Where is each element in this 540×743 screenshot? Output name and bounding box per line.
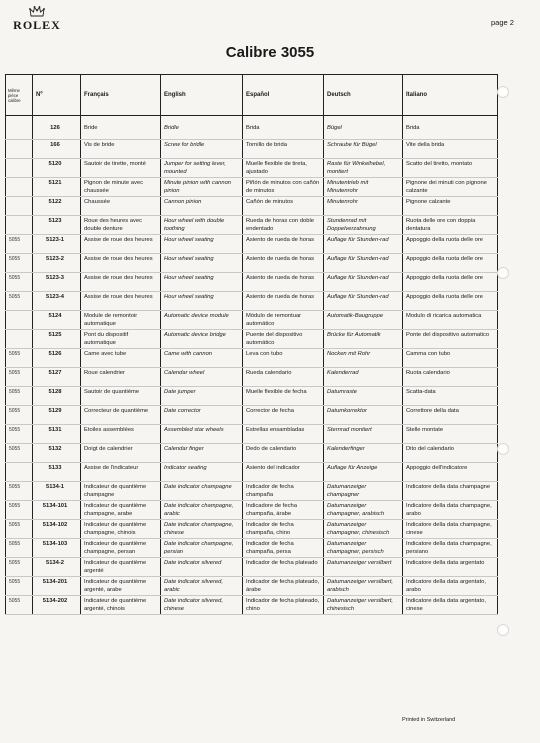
cell-same (6, 140, 33, 159)
cell-same: 5055 (6, 292, 33, 311)
table-row (6, 235, 498, 254)
cell-en: Date indicator silvered, arabic (161, 577, 243, 596)
cell-it: Vite della brida (403, 140, 498, 159)
cell-fr: Roue des heures avec double denture (81, 216, 161, 235)
cell-de: Stundenrad mit Doppelverzahnung (324, 216, 403, 235)
cell-fr: Indicateur de quantième argenté (81, 558, 161, 577)
cell-num: 5132 (33, 444, 81, 463)
cell-it: Indicatore della data argentato (403, 558, 498, 577)
cell-fr: Roue calendrier (81, 368, 161, 387)
cell-de: Datumkorrektor (324, 406, 403, 425)
cell-es: Indicador de fecha plateado, chino (243, 596, 324, 615)
cell-fr: Indicateur de quantième argenté, chinois (81, 596, 161, 615)
footer-note: Printed in Switzerland (402, 717, 456, 723)
cell-same: 5055 (6, 520, 33, 539)
table-row (6, 197, 498, 216)
cell-same (6, 463, 33, 482)
table-row (6, 501, 498, 520)
table-row (6, 482, 498, 501)
brand-name: ROLEX (13, 18, 61, 32)
cell-same (6, 159, 33, 178)
header-number: Nº (33, 75, 81, 116)
cell-en: Cannon pinion (161, 197, 243, 216)
cell-de: Nocken mit Rohr (324, 349, 403, 368)
cell-de: Minutenrohr (324, 197, 403, 216)
cell-es: Corrector de fecha (243, 406, 324, 425)
cell-en: Automatic device bridge (161, 330, 243, 349)
cell-it: Indicatore della data argentato, arabo (403, 577, 498, 596)
table-row (6, 159, 498, 178)
cell-de: Datumanzeiger versilbert, arabisch (324, 577, 403, 596)
cell-fr: Assise de roue des heures (81, 273, 161, 292)
cell-it: Pignone calzante (403, 197, 498, 216)
cell-num: 5124 (33, 311, 81, 330)
cell-es: Asiento de rueda de horas (243, 254, 324, 273)
table-row (6, 273, 498, 292)
cell-it: Scatto del tiretto, montato (403, 159, 498, 178)
cell-it: Appoggio della ruota delle ore (403, 273, 498, 292)
table-row (6, 444, 498, 463)
cell-en: Date indicator champagne, persian (161, 539, 243, 558)
cell-es: Estrellas ensambladas (243, 425, 324, 444)
cell-es: Cañón de minutos (243, 197, 324, 216)
cell-same: 5055 (6, 235, 33, 254)
cell-en: Date indicator silvered, chinese (161, 596, 243, 615)
cell-same: 5055 (6, 501, 33, 520)
cell-de: Auflage für Stunden-rad (324, 273, 403, 292)
cell-en: Hour wheel seating (161, 235, 243, 254)
cell-es: Indicador de fecha champaña, chino (243, 520, 324, 539)
cell-num: 5123-1 (33, 235, 81, 254)
cell-same (6, 311, 33, 330)
cell-en: Hour wheel with double toothing (161, 216, 243, 235)
cell-num: 5134-101 (33, 501, 81, 520)
cell-en: Hour wheel seating (161, 254, 243, 273)
cell-es: Indicador de fecha champaña, persa (243, 539, 324, 558)
crown-icon (29, 6, 45, 17)
cell-num: 5131 (33, 425, 81, 444)
cell-it: Brida (403, 116, 498, 140)
cell-en: Date indicator silvered (161, 558, 243, 577)
cell-fr: Assise de l'indicateur (81, 463, 161, 482)
table-row (6, 311, 498, 330)
cell-fr: Indicateur de quantième champagne, chinois (81, 520, 161, 539)
cell-same (6, 330, 33, 349)
cell-it: Camma con tubo (403, 349, 498, 368)
cell-num: 5128 (33, 387, 81, 406)
cell-num: 5134-102 (33, 520, 81, 539)
cell-it: Appoggio della ruota delle ore (403, 292, 498, 311)
cell-it: Indicatore della data champagne (403, 482, 498, 501)
cell-fr: Sautoir de tirette, monté (81, 159, 161, 178)
cell-num: 5120 (33, 159, 81, 178)
cell-num: 5134-201 (33, 577, 81, 596)
cell-same: 5055 (6, 558, 33, 577)
cell-de: Schraube für Bügel (324, 140, 403, 159)
cell-de: Datumanzeiger champagner (324, 482, 403, 501)
cell-en: Calendar wheel (161, 368, 243, 387)
cell-es: Muelle flexible de tireta, ajustado (243, 159, 324, 178)
cell-en: Bridle (161, 116, 243, 140)
cell-de: Brücke für Automatik (324, 330, 403, 349)
parts-table (5, 74, 498, 615)
header-french: Français (81, 75, 161, 116)
cell-es: Indicador de fecha plateado (243, 558, 324, 577)
cell-de: Datumanzeiger versilbert (324, 558, 403, 577)
cell-es: Piñón de minutos con cañón de minutos (243, 178, 324, 197)
cell-it: Ruota calendario (403, 368, 498, 387)
header-same-part: Même pièce calibre (6, 75, 33, 116)
cell-same: 5055 (6, 368, 33, 387)
cell-en: Hour wheel seating (161, 273, 243, 292)
page-title: Calibre 3055 (225, 44, 315, 61)
table-row (6, 140, 498, 159)
cell-same (6, 178, 33, 197)
cell-en: Assembled star wheels (161, 425, 243, 444)
cell-fr: Correcteur de quantième (81, 406, 161, 425)
cell-es: Asiento de rueda de horas (243, 273, 324, 292)
table-row (6, 577, 498, 596)
cell-en: Automatic device module (161, 311, 243, 330)
cell-num: 166 (33, 140, 81, 159)
header-german: Deutsch (324, 75, 403, 116)
cell-same: 5055 (6, 444, 33, 463)
cell-fr: Module de remontoir automatique (81, 311, 161, 330)
cell-fr: Pignon de minute avec chaussée (81, 178, 161, 197)
table-row (6, 387, 498, 406)
cell-de: Datumanzeiger champagner, persisch (324, 539, 403, 558)
cell-it: Appoggio della ruota delle ore (403, 254, 498, 273)
cell-de: Datumraste (324, 387, 403, 406)
table-row (6, 330, 498, 349)
cell-en: Date corrector (161, 406, 243, 425)
cell-de: Auflage für Stunden-rad (324, 292, 403, 311)
cell-es: Módulo de remontuar automático (243, 311, 324, 330)
cell-es: Asiento del indicador (243, 463, 324, 482)
cell-it: Pignone dei minuti con pignone calzante (403, 178, 498, 197)
cell-de: Auflage für Stunden-rad (324, 254, 403, 273)
cell-fr: Indicateur de quantième argenté, arabe (81, 577, 161, 596)
table-row (6, 116, 498, 140)
cell-en: Date indicator champagne (161, 482, 243, 501)
cell-de: Raste für Winkelhebel, montiert (324, 159, 403, 178)
table-row (6, 178, 498, 197)
header-english: English (161, 75, 243, 116)
table-row (6, 368, 498, 387)
cell-same: 5055 (6, 387, 33, 406)
cell-fr: Doigt de calendrier (81, 444, 161, 463)
cell-fr: Assise de roue des heures (81, 292, 161, 311)
cell-es: Indicadore de fecha champaña, árabe (243, 501, 324, 520)
cell-num: 5134-202 (33, 596, 81, 615)
cell-same (6, 216, 33, 235)
cell-en: Hour wheel seating (161, 292, 243, 311)
cell-fr: Indicateur de quantième champagne, arabe (81, 501, 161, 520)
table-row (6, 254, 498, 273)
table-row (6, 349, 498, 368)
cell-de: Datumanzeiger champagner, chinesisch (324, 520, 403, 539)
table-row (6, 463, 498, 482)
cell-en: Date indicator champagne, chinese (161, 520, 243, 539)
cell-es: Leva con tubo (243, 349, 324, 368)
cell-es: Brida (243, 116, 324, 140)
cell-num: 5123-4 (33, 292, 81, 311)
header-spanish: Español (243, 75, 324, 116)
cell-fr: Assise de roue des heures (81, 254, 161, 273)
cell-de: Sternrad montiert (324, 425, 403, 444)
cell-de: Kalenderrad (324, 368, 403, 387)
cell-num: 5134-1 (33, 482, 81, 501)
cell-num: 5125 (33, 330, 81, 349)
cell-same: 5055 (6, 577, 33, 596)
header-italian: Italiano (403, 75, 498, 116)
cell-same (6, 197, 33, 216)
cell-en: Calendar finger (161, 444, 243, 463)
cell-fr: Indicateur de quantième champagne (81, 482, 161, 501)
cell-en: Date jumper (161, 387, 243, 406)
cell-same: 5055 (6, 273, 33, 292)
cell-fr: Chaussée (81, 197, 161, 216)
cell-de: Auflage für Stunden-rad (324, 235, 403, 254)
cell-de: Minutentrieb mit Minutenrohr (324, 178, 403, 197)
cell-en: Minute pinion with cannon pinion (161, 178, 243, 197)
cell-num: 5134-103 (33, 539, 81, 558)
cell-de: Bügel (324, 116, 403, 140)
cell-es: Asiento de rueda de horas (243, 235, 324, 254)
cell-same: 5055 (6, 482, 33, 501)
table-row (6, 596, 498, 615)
table-header-row (6, 75, 498, 116)
cell-num: 5123 (33, 216, 81, 235)
cell-it: Appoggio della ruota delle ore (403, 235, 498, 254)
cell-num: 5123-2 (33, 254, 81, 273)
table-row (6, 539, 498, 558)
cell-it: Dito del calendario (403, 444, 498, 463)
cell-fr: Vis de bride (81, 140, 161, 159)
cell-num: 126 (33, 116, 81, 140)
rolex-logo (7, 6, 67, 33)
cell-it: Indicatore della data champagne, arabo (403, 501, 498, 520)
cell-it: Correttore della data (403, 406, 498, 425)
cell-de: Kalenderfinger (324, 444, 403, 463)
cell-es: Indicador de fecha champaña (243, 482, 324, 501)
cell-it: Ponte del dispositivo automatico (403, 330, 498, 349)
cell-es: Puente del dispositivo automático (243, 330, 324, 349)
table-row (6, 558, 498, 577)
cell-num: 5133 (33, 463, 81, 482)
cell-num: 5123-3 (33, 273, 81, 292)
cell-same: 5055 (6, 596, 33, 615)
cell-en: Screw for bridle (161, 140, 243, 159)
cell-en: Jumper for setting lever, mounted (161, 159, 243, 178)
cell-fr: Pont du dispositif automatique (81, 330, 161, 349)
cell-fr: Came avec tube (81, 349, 161, 368)
cell-fr: Sautoir de quantième (81, 387, 161, 406)
cell-num: 5134-2 (33, 558, 81, 577)
cell-it: Modulo di ricarica automatica (403, 311, 498, 330)
cell-es: Indicador de fecha plateado, árabe (243, 577, 324, 596)
cell-it: Indicatore della data champagne, persiano (403, 539, 498, 558)
cell-en: Indicator seating (161, 463, 243, 482)
cell-es: Rueda calendario (243, 368, 324, 387)
cell-it: Indicatore della data champagne, cinese (403, 520, 498, 539)
cell-fr: Indicateur de quantième champagne, persan (81, 539, 161, 558)
table-row (6, 292, 498, 311)
cell-fr: Bride (81, 116, 161, 140)
cell-fr: Etoiles assemblées (81, 425, 161, 444)
cell-num: 5126 (33, 349, 81, 368)
cell-es: Asiento de rueda de horas (243, 292, 324, 311)
table-row (6, 406, 498, 425)
page-number: page 2 (491, 18, 514, 27)
cell-same (6, 116, 33, 140)
cell-es: Dedo de calendario (243, 444, 324, 463)
table-row (6, 425, 498, 444)
cell-en: Came with cannon (161, 349, 243, 368)
cell-es: Muelle flexible de fecha (243, 387, 324, 406)
cell-it: Indicatore della data argentato, cinese (403, 596, 498, 615)
cell-num: 5122 (33, 197, 81, 216)
cell-it: Ruota delle ore con doppia dentatura (403, 216, 498, 235)
cell-es: Tornillo de brida (243, 140, 324, 159)
cell-en: Date indicator champagne, arabic (161, 501, 243, 520)
cell-same: 5055 (6, 406, 33, 425)
cell-num: 5129 (33, 406, 81, 425)
cell-it: Stelle montate (403, 425, 498, 444)
cell-same: 5055 (6, 254, 33, 273)
cell-num: 5121 (33, 178, 81, 197)
cell-fr: Assise de roue des heures (81, 235, 161, 254)
cell-same: 5055 (6, 539, 33, 558)
cell-de: Automatik-Baugruppe (324, 311, 403, 330)
cell-same: 5055 (6, 425, 33, 444)
table-row (6, 520, 498, 539)
cell-de: Datumanzeiger versilbert, chinesisch (324, 596, 403, 615)
cell-es: Rueda de horas con doble endentado (243, 216, 324, 235)
cell-same: 5055 (6, 349, 33, 368)
cell-it: Scatta-data (403, 387, 498, 406)
cell-de: Auflage für Anzeige (324, 463, 403, 482)
cell-de: Datumanzeiger champagner, arabisch (324, 501, 403, 520)
cell-it: Appoggio dell'indicatore (403, 463, 498, 482)
table-row (6, 216, 498, 235)
cell-num: 5127 (33, 368, 81, 387)
